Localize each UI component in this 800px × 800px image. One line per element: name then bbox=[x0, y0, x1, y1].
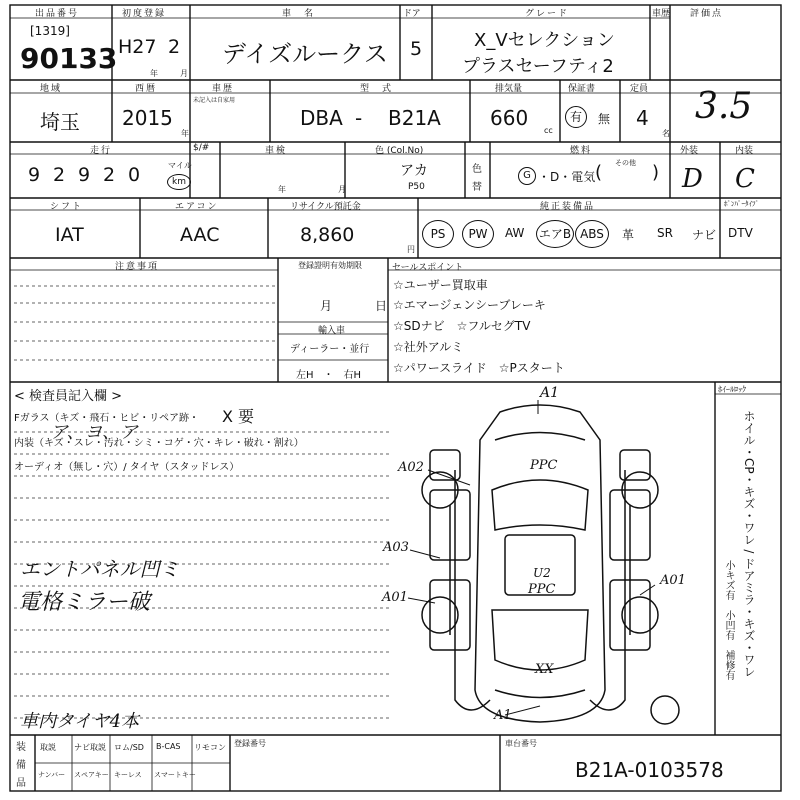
sales-point: ☆SDナビ ☆フルセグTV bbox=[393, 319, 531, 333]
region: 埼玉 bbox=[40, 110, 80, 134]
cc: 660 bbox=[490, 106, 529, 130]
year-unit: 年 bbox=[181, 129, 189, 138]
handle: 左H ・ 右H bbox=[296, 370, 362, 381]
diagram-label: XX bbox=[535, 662, 554, 677]
expiry-day: 日 bbox=[375, 299, 388, 313]
handwritten-note: エントパネル凹ミ bbox=[20, 557, 180, 581]
first-reg-year-unit: 年 bbox=[150, 69, 158, 78]
inspection-month-unit: 月 bbox=[338, 185, 346, 194]
mileage-digit: 9 bbox=[28, 164, 41, 186]
lot-label: 出品番号 bbox=[35, 9, 80, 19]
diagram-label: PPC bbox=[530, 458, 558, 473]
mileage-digit: 2 bbox=[53, 164, 66, 186]
item-spare-key: スペアキー bbox=[74, 771, 109, 779]
sales-point: ☆エマージェンシーブレーキ bbox=[393, 298, 546, 312]
diagram-label: PPC bbox=[528, 582, 556, 597]
ss-label: ﾎﾟﾝﾊﾟｰﾀｲﾌﾟ bbox=[724, 200, 759, 208]
repaint-1: 色 bbox=[472, 164, 482, 175]
model-label: 型 式 bbox=[360, 84, 394, 94]
ac-label: エアコン bbox=[175, 202, 219, 212]
handwritten-note: 車内タイヤ4本 bbox=[20, 711, 140, 732]
recycle-label: リサイクル預託金 bbox=[290, 202, 361, 212]
interior-line: 内装（キズ・スレ・汚れ・シミ・コゲ・穴・キレ・破れ・割れ） bbox=[14, 438, 304, 449]
equip-leather: 革 bbox=[622, 228, 635, 242]
car-name: デイズルークス bbox=[222, 40, 388, 68]
item-navi-manual: ナビ取説 bbox=[74, 743, 106, 752]
shaken-label: 車歴 bbox=[652, 9, 671, 19]
history-label: 車歴 bbox=[212, 84, 235, 94]
mileage-digit: 9 bbox=[78, 164, 91, 186]
equip-pw: PW bbox=[462, 220, 494, 248]
doors: 5 bbox=[410, 38, 423, 60]
side-legend: ホイル・CP・キズ・ワレ / ドアミラ・キズ・ワレ bbox=[742, 410, 756, 678]
reg-expiry-label: 登録證明有効期限 bbox=[298, 261, 362, 270]
color-label: 色 (Col.No) bbox=[375, 146, 424, 156]
warranty-yes: 有 bbox=[565, 106, 587, 128]
first-reg-month: 2 bbox=[168, 36, 181, 58]
capacity-unit: 名 bbox=[662, 129, 670, 138]
sales-point: ☆ユーザー買取車 bbox=[393, 278, 488, 292]
yen-unit: 円 bbox=[407, 245, 415, 254]
fuel-g: G bbox=[518, 167, 536, 185]
expiry-month: 月 bbox=[320, 299, 333, 313]
exterior-label: 外装 bbox=[680, 146, 699, 156]
items-label-3: 品 bbox=[16, 778, 26, 789]
year-label: 西暦 bbox=[135, 84, 158, 94]
diagram-label: A01 bbox=[660, 573, 686, 588]
fuel-other: その他 bbox=[615, 159, 636, 167]
year: 2015 bbox=[122, 106, 173, 130]
lot-bracket: [1319] bbox=[30, 24, 70, 38]
item-remote: リモコン bbox=[194, 743, 226, 752]
mile-unit: マイル bbox=[168, 161, 192, 170]
model-b: B21A bbox=[388, 106, 441, 130]
inspection-year-unit: 年 bbox=[278, 185, 286, 194]
items-label-2: 備 bbox=[16, 760, 26, 771]
diagram-label: A1 bbox=[540, 385, 560, 401]
score: 3.5 bbox=[695, 86, 753, 127]
side-legend-2: 小キズ有 小凹有 補修有 bbox=[723, 560, 734, 680]
repaint-2: 替 bbox=[472, 182, 482, 193]
fglass-line: Fガラス（キズ・飛石・ヒビ・リペア跡・ bbox=[14, 413, 200, 424]
color-no: P50 bbox=[408, 182, 425, 192]
import-label: 輸入車 bbox=[318, 326, 346, 336]
sales-point: ☆パワースライド ☆Pスタート bbox=[393, 361, 565, 375]
first-reg-era: H27 bbox=[118, 36, 157, 58]
reg-no-label: 登録番号 bbox=[234, 739, 266, 748]
door-label: ドア bbox=[403, 9, 421, 19]
chassis-label: 車台番号 bbox=[505, 739, 537, 748]
first-reg-month-unit: 月 bbox=[180, 69, 188, 78]
color: アカ bbox=[400, 163, 428, 179]
item-plate: ナンバー bbox=[38, 771, 66, 779]
grade-line1: X_Vセレクション bbox=[474, 30, 615, 51]
shift: IAT bbox=[55, 224, 84, 246]
dollar-label: $/# bbox=[193, 143, 210, 153]
interior-grade: C bbox=[735, 164, 755, 194]
fuel-rest: ・D・電気 bbox=[538, 170, 596, 184]
sales-label: セールスポイント bbox=[392, 263, 464, 273]
item-bcas: B-CAS bbox=[156, 742, 181, 751]
first-reg-label: 初度登録 bbox=[122, 9, 167, 19]
equip-aw: AW bbox=[505, 226, 525, 240]
fglass-mark: X 要 bbox=[222, 407, 255, 426]
dealer: ディーラー・並行 bbox=[290, 344, 370, 355]
item-rom-sd: ロム/SD bbox=[114, 743, 144, 752]
mileage-label: 走行 bbox=[90, 146, 113, 156]
circle-marks: ア、ヨ、ア bbox=[50, 422, 138, 443]
fuel-close-paren: ) bbox=[652, 162, 660, 183]
km-unit: km bbox=[167, 174, 191, 190]
mileage-digit: 2 bbox=[103, 164, 116, 186]
diagram-label: U2 bbox=[533, 566, 551, 580]
diagram-label: A02 bbox=[398, 460, 424, 475]
handwritten-note: 電格ミラー破 bbox=[18, 590, 151, 615]
capacity: 4 bbox=[636, 106, 649, 130]
diagram-label: A03 bbox=[383, 540, 409, 555]
chassis-number: B21A-0103578 bbox=[575, 758, 724, 782]
grade-line2: プラスセーフティ2 bbox=[462, 56, 614, 77]
inspector-title: < 検査員記入欄 > bbox=[14, 389, 123, 404]
equip-sr: SR bbox=[657, 226, 673, 240]
item-manual: 取説 bbox=[40, 743, 56, 752]
fuel-open-paren: ( bbox=[595, 162, 603, 183]
wheel-lock-label: ﾎｲｰﾙﾛｯｸ bbox=[718, 385, 746, 394]
equip-airbag: エアB bbox=[536, 220, 574, 248]
warranty-label: 保証書 bbox=[568, 84, 596, 94]
lot-number: 90133 bbox=[20, 42, 118, 75]
diagram-label: A1 bbox=[494, 708, 512, 723]
region-label: 地域 bbox=[40, 84, 63, 94]
model-dash: - bbox=[355, 106, 363, 130]
shift-label: シフト bbox=[50, 202, 84, 212]
cc-unit: cc bbox=[544, 126, 553, 135]
model-a: DBA bbox=[300, 106, 343, 130]
audio-line: オーディオ（無し・穴）/ タイヤ（スタッドレス） bbox=[14, 462, 240, 473]
interior-label: 内装 bbox=[735, 146, 754, 156]
score-label: 評価点 bbox=[690, 9, 724, 19]
capacity-label: 定員 bbox=[630, 84, 649, 94]
mileage-digit: 0 bbox=[128, 164, 141, 186]
equip-dtv: DTV bbox=[728, 226, 753, 240]
item-keyless: キーレス bbox=[114, 771, 142, 779]
inspection-label: 車検 bbox=[265, 146, 288, 156]
item-smart-key: スマートキー bbox=[154, 771, 196, 779]
exterior-grade: D bbox=[682, 164, 703, 194]
ac: AAC bbox=[180, 224, 220, 246]
fuel-label: 燃料 bbox=[570, 146, 593, 156]
recycle: 8,860 bbox=[300, 224, 355, 246]
equipment-label: 純正装備品 bbox=[540, 202, 596, 212]
grade-label: グレード bbox=[525, 9, 570, 19]
cc-label: 排気量 bbox=[495, 84, 523, 94]
diagram-label: A01 bbox=[382, 590, 408, 605]
history-note: 未記入は自家用 bbox=[193, 97, 236, 104]
caution-label: 注意事項 bbox=[115, 262, 160, 272]
car-name-label: 車 名 bbox=[282, 9, 316, 19]
sales-point: ☆社外アルミ bbox=[393, 340, 464, 354]
items-label-1: 装 bbox=[16, 742, 26, 753]
equip-abs: ABS bbox=[575, 220, 609, 248]
warranty-no: 無 bbox=[598, 112, 611, 126]
equip-ps: PS bbox=[422, 220, 454, 248]
equip-navi: ナビ bbox=[692, 228, 717, 242]
